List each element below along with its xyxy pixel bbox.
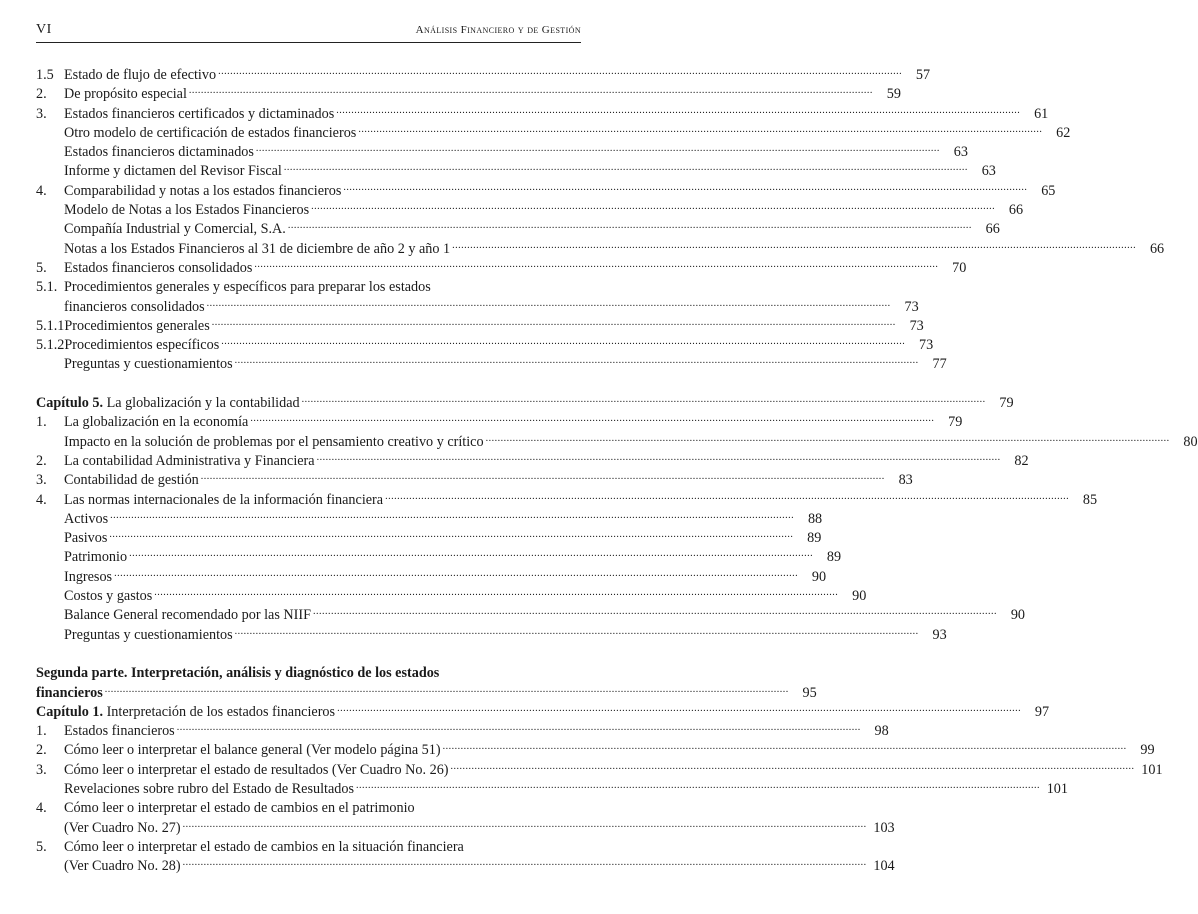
- entry-title: Impacto en la solución de problemas por el pensamiento creativo y crítico: [64, 433, 484, 450]
- entry-number: 3.: [36, 761, 47, 778]
- entry-page: 79: [948, 414, 963, 431]
- entry-page: 57: [915, 67, 931, 83]
- part-title-line2: financieros: [36, 684, 103, 701]
- entry-title: Las normas internacionales de la información financiera: [64, 491, 384, 508]
- dot-leader: [105, 680, 789, 699]
- entry-title: Estados financieros dictaminados: [64, 144, 254, 161]
- entry-title: Cómo leer o interpretar el estado de resultados (Ver Cuadro No. 26): [64, 761, 449, 778]
- page-header: [36, 20, 581, 43]
- dot-leader: [114, 564, 798, 583]
- chapter-page: 97: [1034, 703, 1050, 720]
- dot-leader: [221, 332, 905, 351]
- entry-title: La globalización en la economía: [64, 414, 249, 431]
- dot-leader: [486, 429, 1170, 448]
- entry-number: 3.: [36, 105, 47, 122]
- dot-leader: [177, 718, 861, 737]
- entry-page: 63: [953, 144, 968, 161]
- table-of-contents: [36, 66, 1198, 876]
- entry-number: 4.: [36, 800, 47, 817]
- dot-leader: [109, 525, 793, 544]
- entry-page: 89: [807, 530, 822, 547]
- entry-page: 61: [1034, 105, 1049, 122]
- entry-page: 88: [807, 510, 823, 527]
- entry-page: 98: [874, 723, 889, 740]
- entry-number: 4.: [36, 491, 47, 508]
- entry-page: 101: [1141, 761, 1163, 778]
- entry-title: Ingresos: [64, 568, 113, 585]
- toc-entry: [36, 626, 947, 645]
- entry-title: Estado de flujo de efectivo: [64, 67, 217, 83]
- entry-page: 63: [981, 163, 996, 180]
- dot-leader: [317, 448, 1001, 467]
- entry-page: 66: [985, 221, 1000, 238]
- entry-page: 99: [1140, 742, 1155, 759]
- page-number: VI: [36, 22, 52, 37]
- dot-leader: [201, 467, 885, 486]
- dot-leader: [451, 757, 1135, 776]
- dot-leader: [212, 313, 896, 332]
- entry-title: Pasivos: [64, 530, 108, 547]
- entry-page: 65: [1041, 182, 1056, 199]
- dot-leader: [250, 409, 934, 428]
- entry-title: Estados financieros: [64, 723, 175, 740]
- entry-number: 1.: [36, 414, 47, 431]
- entry-page: 89: [826, 549, 842, 566]
- entry-page: 73: [919, 337, 934, 354]
- entry-page: 93: [932, 626, 947, 643]
- part-page: 95: [802, 684, 817, 701]
- entry-page: 66: [1149, 240, 1165, 257]
- entry-page: 59: [886, 86, 901, 103]
- dot-leader: [311, 197, 995, 216]
- entry-title: Contabilidad de gestión: [64, 472, 199, 489]
- entry-title-line1: Procedimientos generales y específicos para preparar los estados: [64, 279, 431, 296]
- entry-number: 2.: [36, 452, 47, 469]
- entry-number: 5.1.1: [36, 317, 65, 334]
- entry-title: Estados financieros consolidados: [64, 259, 253, 276]
- dot-leader: [443, 737, 1127, 756]
- entry-title: De propósito especial: [64, 86, 187, 103]
- dot-leader: [189, 81, 873, 100]
- entry-number: 5.: [36, 838, 47, 855]
- entry-number: 1.5: [36, 67, 54, 83]
- chapter-title: La globalización y la contabilidad: [106, 395, 300, 412]
- entry-page: 80: [1183, 433, 1198, 450]
- entry-page: 83: [898, 472, 913, 489]
- dot-leader: [302, 390, 986, 409]
- toc-entry: [36, 799, 895, 838]
- entry-title: Revelaciones sobre rubro del Estado de Resultados: [64, 780, 354, 797]
- entry-page: 90: [811, 568, 827, 585]
- entry-number: 5.: [36, 259, 47, 276]
- entry-page: 90: [1010, 607, 1025, 624]
- entry-page: 73: [904, 298, 919, 315]
- entry-title: Preguntas y cuestionamientos: [64, 626, 233, 643]
- entry-title-line1: Cómo leer o interpretar el estado de cambios en el patrimonio: [64, 800, 415, 817]
- entry-number: 2.: [36, 742, 47, 759]
- dot-leader: [356, 776, 1040, 795]
- dot-leader: [218, 62, 902, 81]
- entry-title: Notas a los Estados Financieros al 31 de diciembre de año 2 y año 1: [64, 240, 451, 257]
- entry-title: Informe y dictamen del Revisor Fiscal: [64, 163, 282, 180]
- entry-title: Costos y gastos: [64, 588, 153, 605]
- entry-number: 2.: [36, 86, 47, 103]
- entry-title-line2: financieros consolidados: [64, 298, 205, 315]
- entry-page: 73: [909, 317, 924, 334]
- dot-leader: [129, 544, 813, 563]
- dot-leader: [235, 622, 919, 641]
- dot-leader: [337, 699, 1021, 718]
- entry-title: Modelo de Notas a los Estados Financieros: [64, 202, 310, 219]
- entry-page: 66: [1008, 202, 1024, 219]
- entry-page: 70: [952, 259, 967, 276]
- toc-entry: [36, 780, 1068, 799]
- entry-title: Otro modelo de certificación de estados financieros: [64, 124, 357, 141]
- entry-title: Procedimientos específicos: [64, 337, 220, 354]
- dot-leader: [452, 236, 1136, 255]
- entry-title-line1: Cómo leer o interpretar el estado de cambios en la situación financiera: [64, 838, 464, 855]
- toc-entry: [36, 355, 947, 374]
- chapter-label: Capítulo 5.: [36, 395, 104, 412]
- entry-title: Activos: [64, 510, 109, 527]
- dot-leader: [343, 178, 1027, 197]
- entry-title: Compañía Industrial y Comercial, S.A.: [64, 221, 286, 238]
- entry-number: 4.: [36, 182, 47, 199]
- entry-number: 1.: [36, 723, 47, 740]
- dot-leader: [154, 583, 838, 602]
- entry-number: 5.1.: [36, 279, 58, 296]
- dot-leader: [358, 120, 1042, 139]
- entry-page: 62: [1056, 124, 1071, 141]
- entry-number: 5.1.2: [36, 337, 65, 354]
- entry-title: La contabilidad Administrativa y Financiera: [64, 452, 315, 469]
- dot-leader: [313, 602, 997, 621]
- dot-leader: [284, 158, 968, 177]
- entry-page: 85: [1082, 491, 1098, 508]
- entry-page: 101: [1046, 780, 1068, 797]
- entry-title-line2: (Ver Cuadro No. 27): [64, 819, 181, 836]
- entry-title: Cómo leer o interpretar el balance general (Ver modelo página 51): [64, 742, 441, 759]
- entry-title: Estados financieros certificados y dictaminados: [64, 105, 335, 122]
- dot-leader: [336, 101, 1020, 120]
- entry-title: Balance General recomendado por las NIIF: [64, 607, 311, 624]
- entry-title: Patrimonio: [64, 549, 128, 566]
- entry-title: Comparabilidad y notas a los estados financieros: [64, 182, 342, 199]
- toc-entry: [36, 278, 919, 317]
- entry-page: 82: [1014, 452, 1029, 469]
- entry-title: Preguntas y cuestionamientos: [64, 356, 233, 373]
- dot-leader: [207, 294, 891, 313]
- entry-page: 90: [852, 588, 867, 605]
- running-title: Análisis Financiero y de Gestión: [415, 24, 581, 36]
- dot-leader: [254, 255, 938, 274]
- chapter-page: 79: [999, 395, 1014, 412]
- entry-title: Procedimientos generales: [64, 317, 210, 334]
- dot-leader: [288, 216, 972, 235]
- entry-page: 103: [873, 819, 895, 836]
- chapter-label: Capítulo 1.: [36, 703, 104, 720]
- entry-title-line2: (Ver Cuadro No. 28): [64, 858, 181, 875]
- dot-leader: [385, 487, 1069, 506]
- dot-leader: [235, 351, 919, 370]
- dot-leader: [183, 815, 867, 834]
- entry-page: 104: [873, 858, 895, 875]
- chapter-title: Interpretación de los estados financieros: [106, 703, 336, 720]
- toc-entry: [36, 259, 967, 278]
- dot-leader: [183, 853, 867, 872]
- dot-leader: [110, 506, 794, 525]
- dot-leader: [256, 139, 940, 158]
- entry-number: 3.: [36, 472, 47, 489]
- entry-page: 77: [932, 356, 947, 373]
- toc-entry: [36, 838, 895, 877]
- part-heading: [36, 664, 817, 703]
- part-title-line1: Segunda parte. Interpretación, análisis y diagnóstico de los estados: [36, 665, 440, 682]
